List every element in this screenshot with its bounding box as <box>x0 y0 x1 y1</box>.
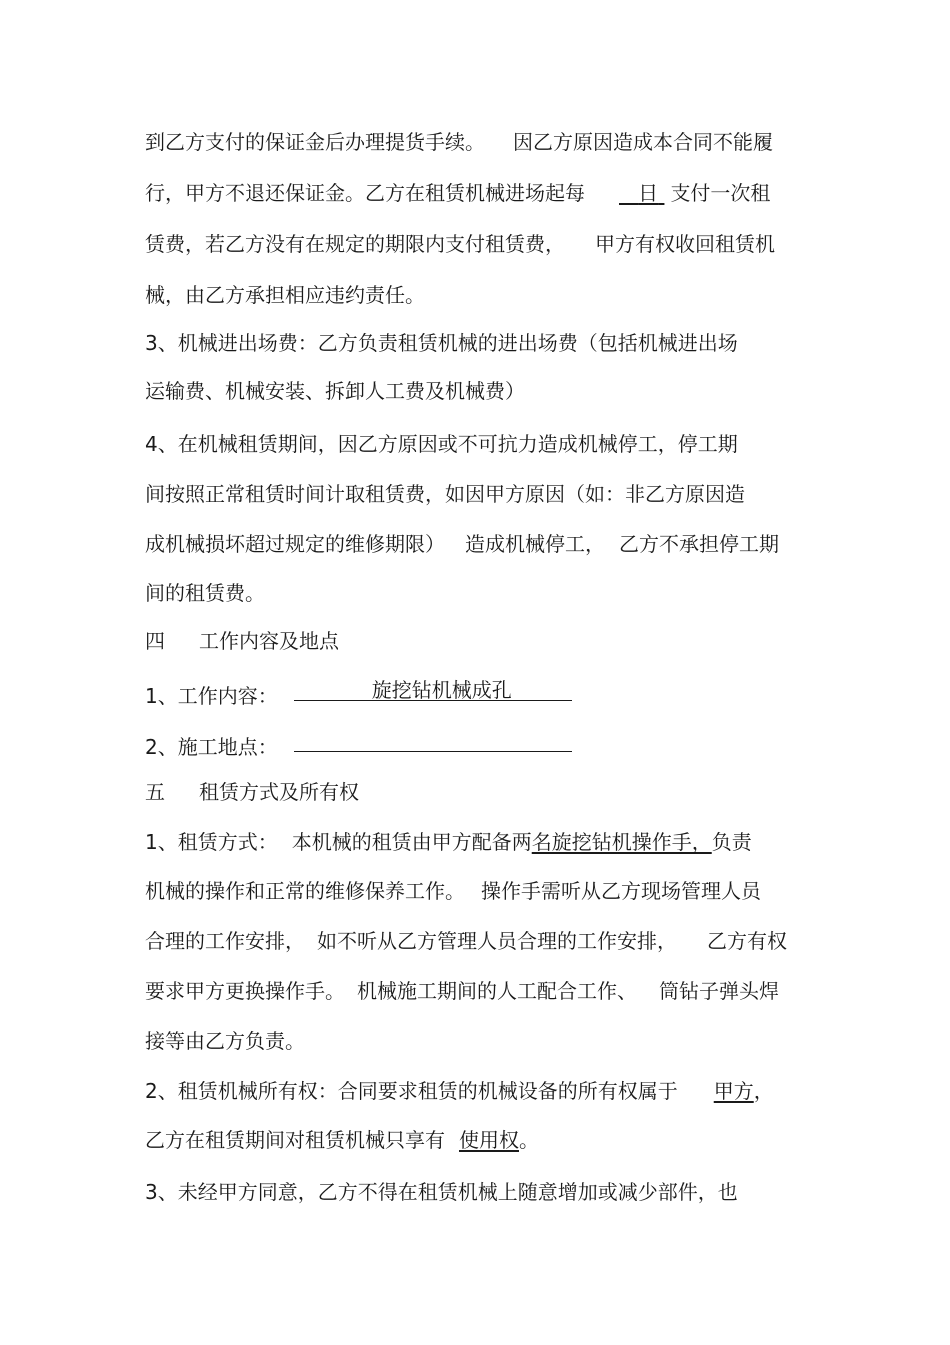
text-line: 1、租赁方式： 本机械的租赁由甲方配备两名旋挖钻机操作手，负责 <box>145 830 752 854</box>
text-line: 间的租赁费。 <box>145 581 265 605</box>
usage-right-field: 使用权 <box>459 1128 519 1152</box>
text-line: 成机械损坏超过规定的维修期限） 造成机械停工， 乙方不承担停工期 <box>145 532 779 556</box>
text-line: 间按照正常租赁时间计取租赁费，如因甲方原因（如：非乙方原因造 <box>145 482 745 506</box>
owner-field: 甲方 <box>713 1079 754 1103</box>
text-line: 到乙方支付的保证金后办理提货手续。 因乙方原因造成本合同不能履 <box>145 130 773 154</box>
text-line: 行，甲方不退还保证金。乙方在租赁机械进场起每 日 支付一次租 <box>145 181 771 205</box>
text-line: 2、施工地点： <box>145 731 572 759</box>
work-content-field: 旋挖钻机械成孔 <box>294 678 572 701</box>
text-line: 接等由乙方负责。 <box>145 1029 305 1053</box>
text-line: 4、在机械租赁期间，因乙方原因或不可抗力造成机械停工，停工期 <box>145 432 738 456</box>
text-line: 机械的操作和正常的维修保养工作。 操作手需听从乙方现场管理人员 <box>145 879 761 903</box>
text-line: 3、未经甲方同意，乙方不得在租赁机械上随意增加或减少部件，也 <box>145 1180 738 1204</box>
operator-field: 名旋挖钻机操作手， <box>531 830 712 854</box>
text-line: 3、机械进出场费：乙方负责租赁机械的进出场费（包括机械进出场 <box>145 331 738 355</box>
construction-site-field <box>294 729 572 752</box>
text-line: 赁费，若乙方没有在规定的期限内支付租赁费， 甲方有权收回租赁机 <box>145 232 775 256</box>
section-heading: 四 工作内容及地点 <box>145 629 339 653</box>
text-line: 要求甲方更换操作手。 机械施工期间的人工配合工作、 筒钻子弹头焊 <box>145 979 779 1003</box>
text-line: 合理的工作安排， 如不听从乙方管理人员合理的工作安排， 乙方有权 <box>145 929 787 953</box>
section-heading: 五 租赁方式及所有权 <box>145 780 359 804</box>
text-line: 运输费、机械安装、拆卸人工费及机械费） <box>145 379 525 403</box>
text-line: 1、工作内容： 旋挖钻机械成孔 <box>145 680 572 708</box>
text-line: 乙方在租赁期间对租赁机械只享有 使用权。 <box>145 1128 539 1152</box>
text-line: 械，由乙方承担相应违约责任。 <box>145 283 425 307</box>
text-line: 2、租赁机械所有权：合同要求租赁的机械设备的所有权属于 甲方， <box>145 1079 774 1103</box>
payment-interval-field: 日 <box>638 181 659 205</box>
